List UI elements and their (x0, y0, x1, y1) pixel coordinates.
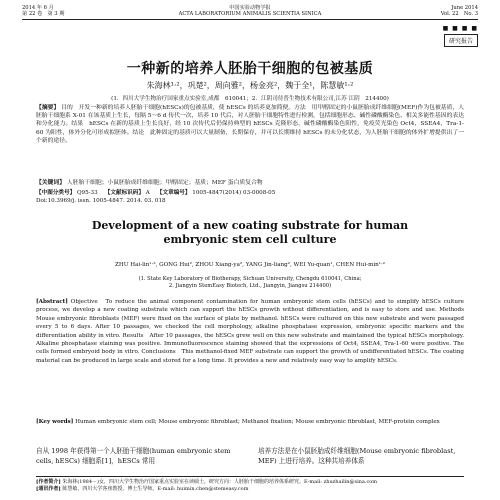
column-badge: 研究报告 (444, 34, 478, 47)
classification-block (36, 189, 464, 205)
decorative-squares: ■ ■ ■ ■ (442, 25, 478, 32)
affiliation-en (0, 276, 500, 290)
keywords-text-en: Human embryonic stem cell; Mouse embryonic fibroblast; Methanol fixation; Mouse embryonic fibroblast, MEF-protein complex (75, 419, 440, 425)
title-cn: 一种新的培养人胚胎干细胞的包被基质 (126, 61, 374, 77)
journal-name-cn: 中国实验动物学报 (229, 5, 271, 11)
header-right (441, 5, 478, 17)
footnote-author (36, 479, 464, 486)
issue-date-en: June 2014 (451, 5, 478, 11)
affiliation-cn: (1．四川大学生物治疗国家重点实验室,成都 610041；2．江阴司侍普生物技术有限公司,江苏 江阴 214400) (111, 96, 389, 102)
volume-issue-en: Vol. 22 No. 3 (440, 11, 478, 18)
keywords-cn (36, 179, 464, 187)
authors-en: ZHU Hai-lin¹·², GONG Hui², ZHOU Xiang-ya², YANG Jin-liang², WEI Yu-quan¹, CHEN Hui-min¹·² (114, 262, 386, 268)
doc-code-value: A (145, 190, 150, 196)
clc-label: 【中图分类号】 (36, 190, 76, 196)
header-rule (22, 19, 478, 20)
classification-line (36, 189, 464, 197)
affiliation-en-2: 2. Jiangyin StemEasy Biotech, Ltd., Jiangyin, Jiangsu 214400) (168, 283, 332, 289)
footnote-corresponding-text: 陈慧敏，四川大学客座教授，博士生导师。E-mail: huimin.chen@stemeasy.com (62, 486, 249, 492)
journal-name-en: ACTA LABORATORIUM ANIMALIS SCIENTIA SINICA (178, 11, 322, 18)
keywords-en (36, 418, 464, 426)
doi: Doi:10.3969/j. issn. 1005-4847. 2014. 03. 018 (36, 198, 166, 204)
footnotes (36, 479, 464, 493)
issue-date: 2014 年 6 月 (22, 5, 54, 11)
clc-value: Q95-33 (76, 190, 98, 196)
affiliation-en-1: (1. State Key Laboratory of Biotherapy, Sichuan University, Chengdu 610041, China; (138, 276, 362, 282)
doc-code-label: 【文献标识码】 (104, 190, 144, 196)
abstract-cn (36, 104, 464, 145)
abstract-en (36, 298, 470, 365)
body-column-right: 培养方法是在小鼠胚胎成纤维细胞(Mouse embryonic fibroblast, MEF) 上进行培养。这种共培养体系 (258, 447, 456, 465)
footnote-author-text: 朱海林(1984－)女，四川大学生物治疗国家重点实验室在读硕士，研究方向：人胚胎干细胞的培养体系研究。E-mail: zhuzhailin@sina.com (62, 479, 378, 485)
article-number-label: 【文章编号】 (156, 190, 191, 196)
footnote-rule (36, 476, 464, 477)
footnote-author-label: [作者简介] (36, 479, 61, 485)
keywords-label-en: [Key words] (36, 419, 74, 425)
footnote-corresponding (36, 486, 464, 493)
abstract-text-en: Objective To reduce the animal component contamination for human embryonic stem cells (hESCs) and to simplify hESCs culture process, we develop a new coating substrate which can support the hESCs growth without differentiation, and is easy to store and use. Methods Mouse embryonic fibroblasts (MEF) were fixed on the surface of plate by methanol. hESCs were cultured on this new substrate and were passaged every 5 to 6 days. After 10 passages, we checked the cell morphology, alkaline phosphatase expression, embryonic specific markers and the differentiation ability in vitro. Results After 10 passages, the hESCs grew well on this new substrate and maintained the typical hESCs morphology. Alkaline phosphatase staining was positive. Immunofluorescence staining showed that the expressions of Oct4, SSEA4, Tra-1-60 were positive. The cells formed embryoid body in vitro. Conclusions This methanol-fixed MEF substrate can support the growth of undifferentiated hESCs. The coating material can be produced in large scale and stored for a long time. It provides a new and relatively easy way to amplify hESCs. (36, 299, 470, 364)
header-center (22, 5, 478, 17)
volume-issue-cn: 第 22 卷 第 3 期 (22, 11, 65, 18)
title-en: Development of a new coating substrate for human embryonic stem cell culture (91, 219, 409, 246)
article-number-value: 1005-4847(2014) 03-0008-05 (192, 190, 276, 196)
keywords-label-cn: 【关键词】 (36, 180, 65, 186)
keywords-text-cn: 人胚胎干细胞；小鼠胚胎成纤维细胞；甲醇固定；基质；MEF 蛋白质复合物 (66, 180, 263, 186)
abstract-label-cn: 【摘要】 (36, 105, 60, 111)
authors-cn: 朱海林¹·²，巩楚²，周向雅²，杨金亮²，魏于全¹，陈慧敏¹·² (146, 81, 354, 90)
abstract-text-cn: 目的 开发一种新的培养人胚胎干细胞(hESCs)的包被基质，使 hESCs 的培养更加简便。方法 用甲醇固定的小鼠胚胎成纤维细胞(MEF)作为包被基质，人胚胎干细胞系 X-01 在该基质上生长，每隔 5～6 d 传代一次，培养 10 代后，对人胚胎干细胞特性进行检测，包括细胞形态、碱性磷酸酶染色、相关多能性基因的表达和分化能力。结果 hESCs 在新的基质上生长良好，经 10 次传代后仍保持典型的 hESCs 克隆形态，碱性磷酸酶染色阳性，免疫荧光染色 Oct4，SSEA4，Tra-1-60 为阳性，体外分化可形成拟胚体。结论 此种固定的基质可以大量制备，长期保存，并可以长期维持 hESCs 的未分化状态，为人胚胎干细胞的体外扩增提供出了一个新的途径。 (36, 105, 465, 144)
abstract-label-en: [Abstract] (36, 299, 68, 305)
body-column-left: 自从 1998 年获得第一个人胚胎干细胞(human embryonic stem cells, hESCs) 细胞系[1]，hESCs 常用 (36, 447, 231, 465)
footnote-corresponding-label: [通讯作者] (36, 486, 61, 492)
